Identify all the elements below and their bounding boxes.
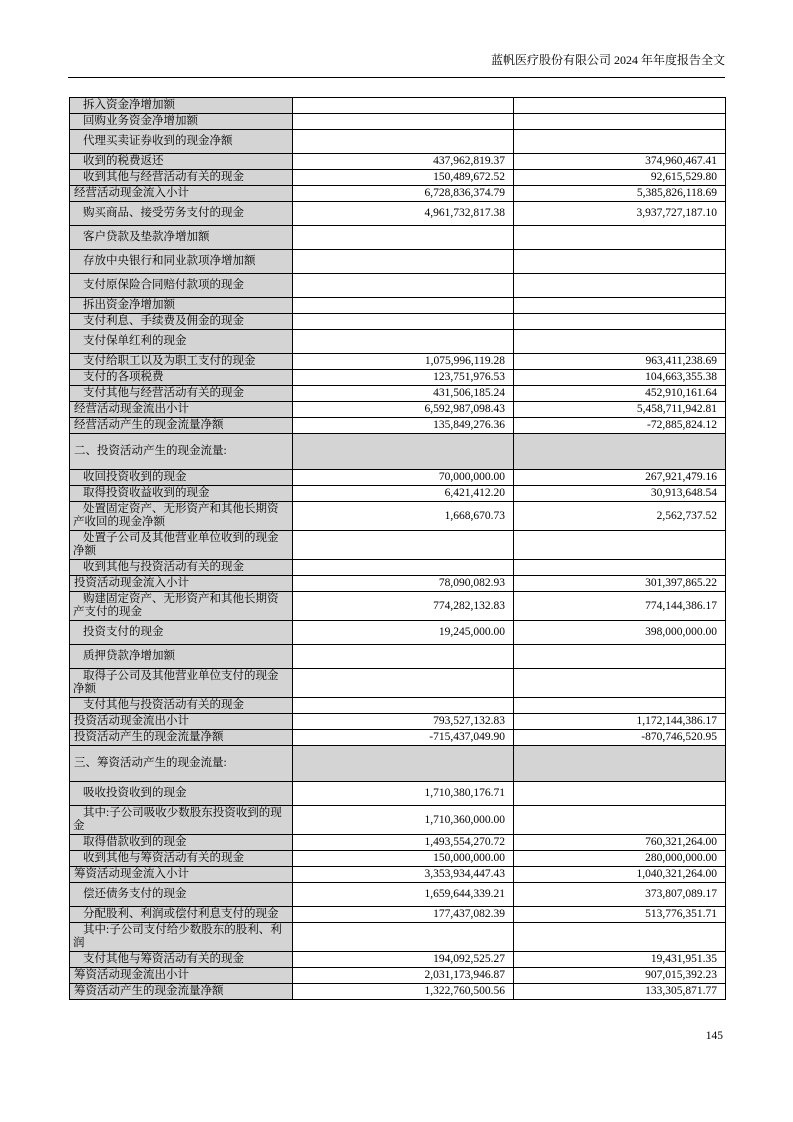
row-label: 支付原保险合同赔付款项的现金 [70,274,293,298]
row-value-current [293,330,514,354]
row-label: 购买商品、接受劳务支付的现金 [70,202,293,226]
table-row [70,984,726,1000]
table-row [70,418,726,434]
table-row [70,968,726,984]
table-row [70,402,726,418]
row-value-current: 1,075,996,119.28 [293,354,514,370]
table-row [70,170,726,186]
table-row [70,486,726,502]
table-row [70,274,726,298]
row-label: 收回投资收到的现金 [70,470,293,486]
row-value-current: 194,092,525.27 [293,952,514,968]
row-label: 收到的税费返还 [70,154,293,170]
row-value-prior: 5,458,711,942.81 [514,402,726,418]
row-value-prior: 760,321,264.00 [514,835,726,851]
row-value-prior: 513,776,351.71 [514,907,726,923]
row-label: 筹资活动现金流出小计 [70,968,293,984]
table-row [70,370,726,386]
row-value-prior [514,274,726,298]
row-value-current: 177,437,082.39 [293,907,514,923]
report-header-title: 蓝帆医疗股份有限公司 2024 年年度报告全文 [490,53,725,67]
row-label: 取得子公司及其他营业单位支付的现金净额 [70,669,293,698]
row-label: 投资活动现金流入小计 [70,576,293,592]
row-label: 收到其他与投资活动有关的现金 [70,560,293,576]
row-value-current [293,531,514,560]
table-row [70,502,726,531]
row-label: 其中:子公司吸收少数股东投资收到的现金 [70,806,293,835]
table-row [70,114,726,130]
table-row [70,202,726,226]
table-row [70,298,726,314]
row-value-current: 150,489,672.52 [293,170,514,186]
row-value-current: 78,090,082.93 [293,576,514,592]
row-value-prior [514,560,726,576]
row-value-prior [514,669,726,698]
table-row [70,806,726,835]
row-value-current: 1,710,360,000.00 [293,806,514,835]
table-row [70,98,726,114]
table-row [70,130,726,154]
row-value-current: 431,506,185.24 [293,386,514,402]
row-value-current [293,250,514,274]
row-value-prior: 19,431,951.35 [514,952,726,968]
row-value-prior [514,226,726,250]
row-value-prior [514,98,726,114]
row-label: 拆出资金净增加额 [70,298,293,314]
row-value-prior: 774,144,386.17 [514,592,726,621]
row-value-current: 1,668,670.73 [293,502,514,531]
row-label: 筹资活动现金流入小计 [70,867,293,883]
table-row [70,923,726,952]
row-value-current: 135,849,276.36 [293,418,514,434]
row-value-prior [514,130,726,154]
row-label: 拆入资金净增加额 [70,98,293,114]
row-label: 处置子公司及其他营业单位收到的现金净额 [70,531,293,560]
row-value-prior [514,434,726,470]
row-value-prior [514,314,726,330]
row-value-current [293,98,514,114]
row-label: 支付其他与筹资活动有关的现金 [70,952,293,968]
table-row [70,714,726,730]
row-label: 取得借款收到的现金 [70,835,293,851]
row-value-current: 1,493,554,270.72 [293,835,514,851]
row-value-prior [514,923,726,952]
row-label: 支付给职工以及为职工支付的现金 [70,354,293,370]
row-value-current [293,226,514,250]
page-number: 145 [705,1030,723,1042]
table-row [70,645,726,669]
table-row [70,746,726,782]
table-row [70,434,726,470]
row-value-current: 150,000,000.00 [293,851,514,867]
row-value-prior [514,298,726,314]
row-label: 存放中央银行和同业款项净增加额 [70,250,293,274]
table-row [70,907,726,923]
table-row [70,354,726,370]
row-value-current: 1,710,380,176.71 [293,782,514,806]
row-label: 质押贷款净增加额 [70,645,293,669]
row-value-current: 4,961,732,817.38 [293,202,514,226]
row-value-current [293,114,514,130]
table-row [70,330,726,354]
table-row [70,386,726,402]
table-row [70,621,726,645]
row-value-current [293,923,514,952]
table-row [70,782,726,806]
row-value-current [293,746,514,782]
cash-flow-table-body [70,98,726,1000]
table-row [70,730,726,746]
table-row [70,250,726,274]
row-label: 投资活动产生的现金流量净额 [70,730,293,746]
row-value-prior [514,250,726,274]
row-value-current [293,645,514,669]
row-label: 购建固定资产、无形资产和其他长期资产支付的现金 [70,592,293,621]
row-value-prior: 267,921,479.16 [514,470,726,486]
row-value-current: 19,245,000.00 [293,621,514,645]
table-row [70,576,726,592]
table-row [70,669,726,698]
table-row [70,883,726,907]
row-label: 其中:子公司支付给少数股东的股利、利润 [70,923,293,952]
row-label: 投资活动现金流出小计 [70,714,293,730]
row-value-current [293,130,514,154]
row-value-current: 6,592,987,098.43 [293,402,514,418]
row-label: 支付的各项税费 [70,370,293,386]
row-value-prior: -870,746,520.95 [514,730,726,746]
row-value-current: 437,962,819.37 [293,154,514,170]
row-label: 偿还债务支付的现金 [70,883,293,907]
row-value-current [293,698,514,714]
row-label: 支付保单红利的现金 [70,330,293,354]
page-footer [68,1030,723,1042]
row-value-prior: 30,913,648.54 [514,486,726,502]
row-label: 收到其他与经营活动有关的现金 [70,170,293,186]
table-row [70,592,726,621]
row-label: 回购业务资金净增加额 [70,114,293,130]
row-label: 客户贷款及垫款净增加额 [70,226,293,250]
table-row [70,531,726,560]
row-value-current: 123,751,976.53 [293,370,514,386]
page-header [68,53,725,67]
table-row [70,154,726,170]
row-label: 筹资活动产生的现金流量净额 [70,984,293,1000]
row-value-current: 6,728,836,374.79 [293,186,514,202]
cash-flow-table [69,97,726,1000]
row-value-prior [514,746,726,782]
table-row [70,835,726,851]
row-value-current [293,274,514,298]
row-value-current [293,434,514,470]
row-label: 支付利息、手续费及佣金的现金 [70,314,293,330]
table-row [70,952,726,968]
row-value-prior: 301,397,865.22 [514,576,726,592]
row-value-current: 2,031,173,946.87 [293,968,514,984]
row-label: 支付其他与经营活动有关的现金 [70,386,293,402]
row-value-prior [514,330,726,354]
row-value-prior: 133,305,871.77 [514,984,726,1000]
row-value-prior: 5,385,826,118.69 [514,186,726,202]
row-label: 取得投资收益收到的现金 [70,486,293,502]
row-label: 投资支付的现金 [70,621,293,645]
row-value-prior: 452,910,161.64 [514,386,726,402]
row-value-prior: 963,411,238.69 [514,354,726,370]
row-value-prior [514,698,726,714]
row-value-current: 3,353,934,447.43 [293,867,514,883]
row-label: 三、筹资活动产生的现金流量: [70,746,293,782]
table-row [70,470,726,486]
row-label: 吸收投资收到的现金 [70,782,293,806]
row-value-current [293,298,514,314]
table-row [70,698,726,714]
row-label: 分配股利、利润或偿付利息支付的现金 [70,907,293,923]
row-value-prior: 280,000,000.00 [514,851,726,867]
table-row [70,867,726,883]
table-row [70,186,726,202]
row-value-prior: 373,807,089.17 [514,883,726,907]
table-row [70,314,726,330]
row-value-current: 774,282,132.83 [293,592,514,621]
row-value-prior: 92,615,529.80 [514,170,726,186]
header-divider [68,77,725,78]
row-label: 处置固定资产、无形资产和其他长期资产收回的现金净额 [70,502,293,531]
row-value-current: 793,527,132.83 [293,714,514,730]
row-value-prior: 3,937,727,187.10 [514,202,726,226]
row-value-current [293,669,514,698]
table-row [70,851,726,867]
row-value-prior: 2,562,737.52 [514,502,726,531]
row-value-prior [514,782,726,806]
row-value-prior: 907,015,392.23 [514,968,726,984]
row-value-prior: 1,172,144,386.17 [514,714,726,730]
row-value-current [293,560,514,576]
row-value-prior: 1,040,321,264.00 [514,867,726,883]
row-label: 经营活动产生的现金流量净额 [70,418,293,434]
row-label: 代理买卖证券收到的现金净额 [70,130,293,154]
row-value-current: 1,322,760,500.56 [293,984,514,1000]
row-value-current [293,314,514,330]
row-value-prior [514,114,726,130]
row-value-prior: 398,000,000.00 [514,621,726,645]
row-value-prior: 374,960,467.41 [514,154,726,170]
row-value-prior [514,531,726,560]
row-value-prior: 104,663,355.38 [514,370,726,386]
row-label: 支付其他与投资活动有关的现金 [70,698,293,714]
row-label: 二、投资活动产生的现金流量: [70,434,293,470]
row-value-prior [514,806,726,835]
row-label: 经营活动现金流入小计 [70,186,293,202]
table-row [70,560,726,576]
table-row [70,226,726,250]
row-value-prior [514,645,726,669]
row-label: 收到其他与筹资活动有关的现金 [70,851,293,867]
row-value-current: -715,437,049.90 [293,730,514,746]
row-value-current: 1,659,644,339.21 [293,883,514,907]
row-value-current: 6,421,412.20 [293,486,514,502]
row-value-current: 70,000,000.00 [293,470,514,486]
row-value-prior: -72,885,824.12 [514,418,726,434]
row-label: 经营活动现金流出小计 [70,402,293,418]
